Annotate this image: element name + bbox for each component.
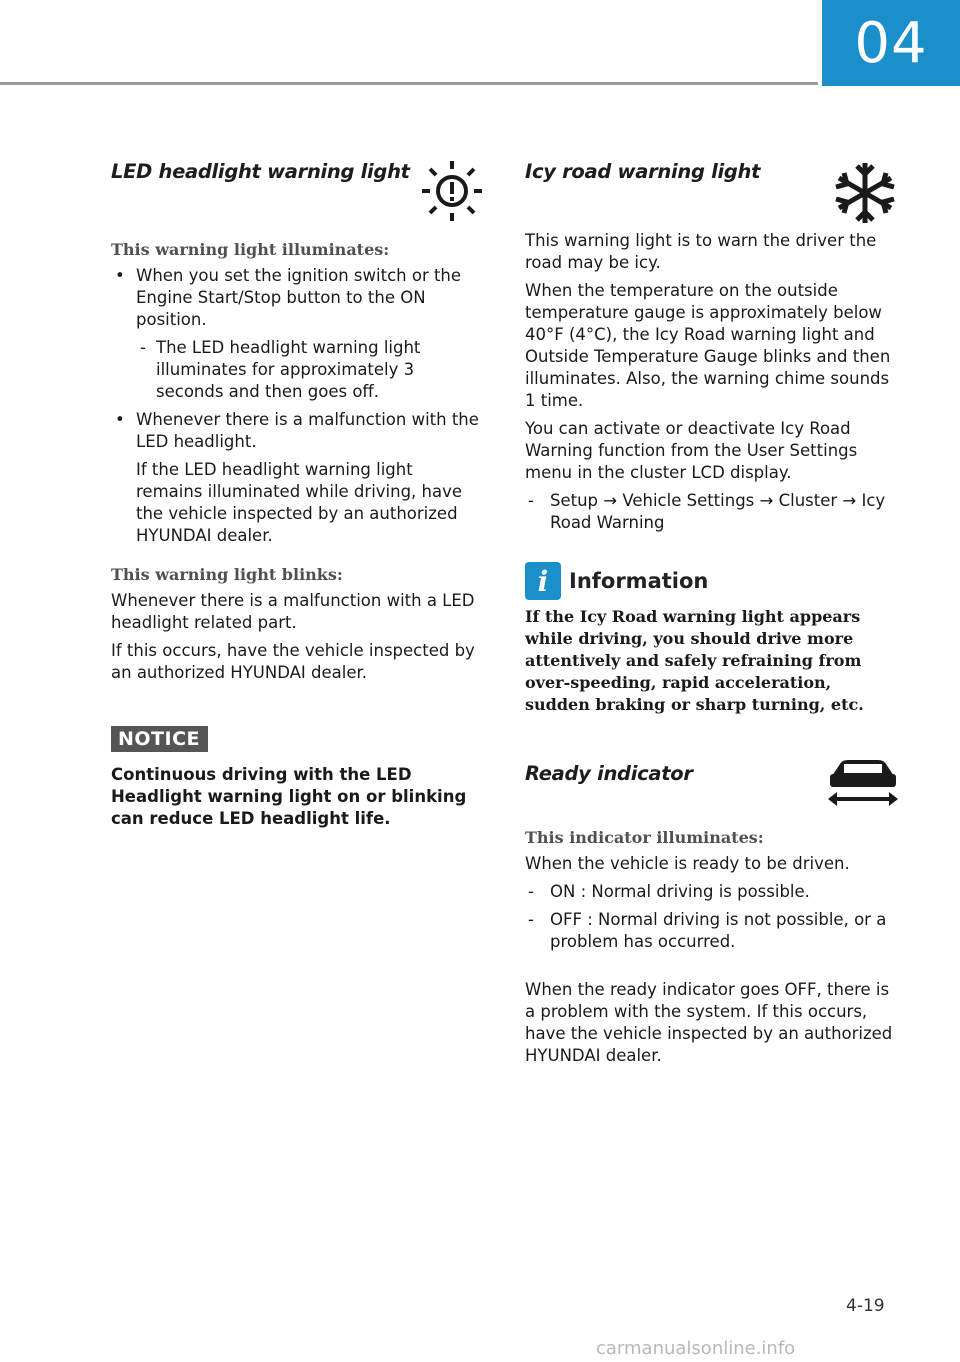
information-title: Information xyxy=(569,569,709,593)
bullet-malfunction: • Whenever there is a malfunction with the LED headlight. xyxy=(111,409,481,453)
ready-subhead: This indicator illuminates: xyxy=(525,828,764,847)
header-rule xyxy=(0,82,818,85)
illuminates-subhead: This warning light illuminates: xyxy=(111,240,390,259)
malfunction-instruction: If the LED headlight warning light remains illuminated while driving, have the vehicle inspected by an authorized HYUNDAI dealer. xyxy=(136,460,463,545)
icy-section-title: Icy road warning light xyxy=(525,160,761,183)
blinks-text-1: Whenever there is a malfunction with a LED headlight related part. xyxy=(111,591,475,632)
ready-off-item: - OFF : Normal driving is not possible, or a problem has occurred. xyxy=(525,909,900,953)
snowflake-icon xyxy=(830,160,900,230)
ready-text-2: When the ready indicator goes OFF, there is a problem with the system. If this occurs, have the vehicle inspected by an authorized HYUNDAI dealer. xyxy=(525,980,893,1065)
dash-illuminates-3s: - The LED headlight warning light illuminates for approximately 3 seconds and then goes off. xyxy=(111,337,481,403)
icy-section-header xyxy=(525,150,900,230)
footer-watermark: carmanualsonline.info xyxy=(596,1338,796,1359)
right-column xyxy=(525,150,900,1073)
ready-section-header xyxy=(525,746,900,824)
icy-text-1: This warning light is to warn the driver the road may be icy. xyxy=(525,231,877,272)
car-ready-icon xyxy=(826,756,900,810)
led-headlight-warning-icon xyxy=(421,160,483,226)
information-header xyxy=(525,562,900,600)
ready-text-1: When the vehicle is ready to be driven. xyxy=(525,854,850,873)
led-section-header xyxy=(111,150,481,230)
icy-text-3: You can activate or deactivate Icy Road Warning function from the User Settings menu in the cluster LCD display. xyxy=(525,419,858,482)
icy-text-2: When the temperature on the outside temperature gauge is approximately below 40°F (4°C), the Icy Road warning light and Outside Temperature Gauge blinks and then illuminates. Also, the warning chime sounds 1 time. xyxy=(525,281,891,410)
ready-section-title: Ready indicator xyxy=(525,762,693,785)
information-icon: i xyxy=(525,562,561,600)
notice-badge: NOTICE xyxy=(111,726,208,752)
chapter-tab xyxy=(822,0,960,86)
chapter-number: 04 xyxy=(854,10,928,76)
led-section-title: LED headlight warning light xyxy=(111,160,410,183)
page-number: 4-19 xyxy=(846,1296,885,1316)
icy-settings-path: - Setup → Vehicle Settings → Cluster → Icy Road Warning xyxy=(525,490,900,534)
ready-on-item: - ON : Normal driving is possible. xyxy=(525,881,900,903)
blinks-text-2: If this occurs, have the vehicle inspected by an authorized HYUNDAI dealer. xyxy=(111,641,475,682)
bullet-ignition: • When you set the ignition switch or the Engine Start/Stop button to the ON position. xyxy=(111,265,481,331)
information-text: If the Icy Road warning light appears while driving, you should drive more attentively and safely refraining from over-speeding, rapid acceleration, sudden braking or sharp turning, etc. xyxy=(525,607,864,714)
left-column xyxy=(111,150,481,830)
notice-text: Continuous driving with the LED Headlight warning light on or blinking can reduce LED headlight life. xyxy=(111,765,467,828)
blinks-subhead: This warning light blinks: xyxy=(111,565,343,584)
